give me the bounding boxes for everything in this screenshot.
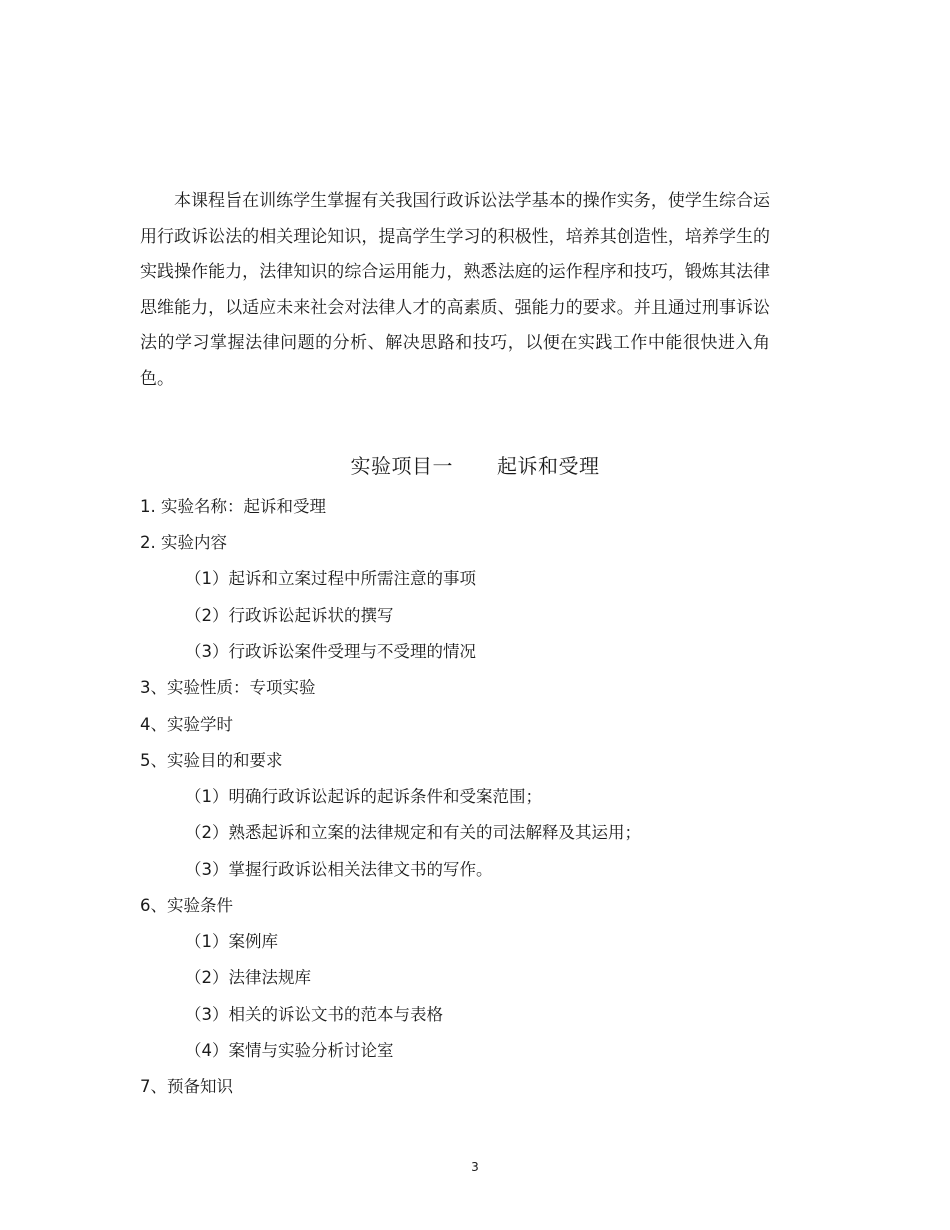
condition-item: （3）相关的诉讼文书的范本与表格: [185, 1005, 443, 1024]
goal-item: （3）掌握行政诉讼相关法律文书的写作。: [185, 860, 493, 879]
item-content-heading: 2. 实验内容: [140, 533, 227, 552]
intro-paragraph: 本课程旨在训练学生掌握有关我国行政诉讼法学基本的操作实务，使学生综合运用行政诉讼法的相关理论知识，提高学生学习的积极性，培养其创造性，培养学生的实践操作能力，法律知识的综合运用能力，熟悉法庭的运作程序和技巧，锻炼其法律思维能力，以适应未来社会对法律人才的高素质、强能力的要求。并且通过刑事诉讼法的学习掌握法律问题的分析、解决思路和技巧，以便在实践工作中能很快进入角色。: [140, 191, 770, 389]
goal-item: （1）明确行政诉讼起诉的起诉条件和受案范围；: [185, 787, 542, 806]
page-number: 3: [471, 1160, 479, 1174]
condition-item: （2）法律法规库: [185, 968, 311, 987]
condition-item: （1）案例库: [185, 932, 278, 951]
item-hours: 4、实验学时: [140, 715, 233, 734]
content-item: （2）行政诉讼起诉状的撰写: [185, 606, 394, 625]
goal-item: （2）熟悉起诉和立案的法律规定和有关的司法解释及其运用；: [185, 823, 641, 842]
item-conditions-heading: 6、实验条件: [140, 896, 233, 915]
section-name: 起诉和受理: [497, 454, 600, 478]
item-nature: 3、实验性质：专项实验: [140, 678, 316, 697]
section-number: 实验项目一: [350, 454, 453, 478]
condition-item: （4）案情与实验分析讨论室: [185, 1041, 394, 1060]
content-item: （1）起诉和立案过程中所需注意的事项: [185, 569, 476, 588]
item-knowledge-heading: 7、预备知识: [140, 1077, 233, 1096]
section-title: [0, 450, 950, 479]
item-experiment-name: 1. 实验名称：起诉和受理: [140, 497, 326, 516]
content-item: （3）行政诉讼案件受理与不受理的情况: [185, 642, 476, 661]
item-goals-heading: 5、实验目的和要求: [140, 751, 283, 770]
